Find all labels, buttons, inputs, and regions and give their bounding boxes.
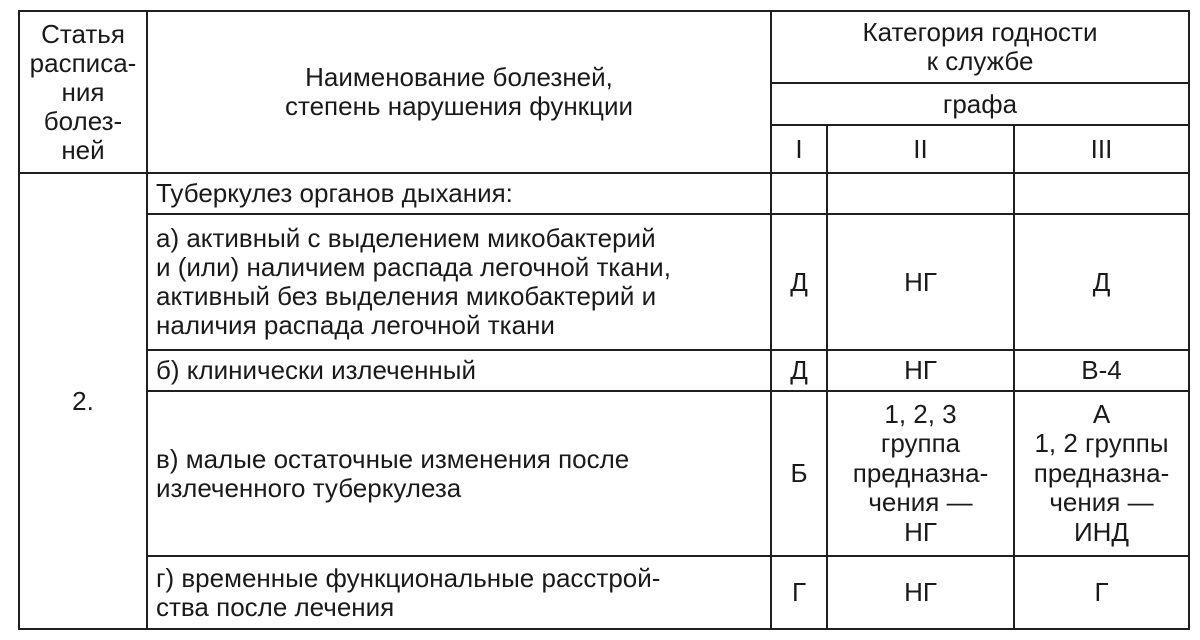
header-category-line: к службе	[926, 46, 1034, 76]
row-b-g2: НГ	[904, 355, 937, 385]
header-disease	[148, 12, 770, 172]
row-c-g3-line: предназна-	[1033, 457, 1170, 488]
header-col-2: II	[913, 133, 928, 164]
row-c-g2-line: предназна-	[852, 457, 989, 488]
article-number: 2.	[72, 385, 94, 416]
section-title: Туберкулез органов дыхания:	[156, 178, 513, 208]
row-a-g1: Д	[790, 266, 808, 297]
header-grafa: графа	[942, 88, 1018, 119]
row-c-g2	[828, 392, 1013, 555]
header-col-3: III	[1090, 133, 1113, 164]
row-c-g3	[1015, 392, 1188, 555]
row-a-line: и (или) наличием распада легочной ткани,	[156, 252, 671, 282]
row-a-line: а) активный с выделением микобактерий	[156, 223, 656, 253]
header-article-line: болез-	[43, 105, 123, 136]
row-a-g3: Д	[1092, 266, 1111, 297]
row-c-g2-line: 1, 2, 3	[884, 398, 957, 429]
row-c-line: в) малые остаточные изменения после	[156, 443, 630, 474]
header-article	[20, 12, 146, 172]
header-disease-line: степень нарушения функции	[284, 91, 633, 121]
row-d-g3: Г	[1094, 577, 1109, 607]
row-a-line: наличия распада легочной ткани	[156, 310, 555, 340]
row-c-g2-line: чения —	[868, 487, 973, 518]
header-article-line: ния	[61, 76, 105, 107]
row-a-line: активный без выделения микобактерий и	[156, 281, 657, 311]
row-d-line: г) временные функциональные расстрой-	[156, 562, 661, 593]
row-c-g3-line: ИНД	[1073, 516, 1130, 547]
header-article-line: расписа-	[29, 47, 137, 78]
row-c-g2-line: НГ	[904, 516, 937, 547]
border-right	[1188, 10, 1190, 630]
row-c-g1: Б	[790, 458, 808, 488]
row-c-name	[148, 392, 770, 555]
header-category	[772, 12, 1188, 82]
header-disease-line: Наименование болезней,	[305, 62, 613, 92]
row-b-name: б) клинически излеченный	[156, 355, 476, 385]
header-category-line: Категория годности	[862, 17, 1098, 47]
header-article-line: ней	[61, 134, 105, 165]
row-c-g2-line: группа	[880, 428, 961, 459]
header-article-line: Статья	[41, 18, 125, 49]
row-d-g2: НГ	[904, 577, 937, 607]
row-b-g3: В-4	[1081, 355, 1122, 385]
row-b-g1: Д	[790, 355, 808, 385]
row-c-line: излеченного туберкулеза	[156, 472, 462, 503]
header-col-1: I	[795, 133, 803, 164]
row-d-g1: Г	[791, 577, 807, 607]
row-a-g2: НГ	[904, 266, 937, 297]
row-d-line: ства после лечения	[156, 591, 395, 622]
row-c-g3-line: А	[1092, 398, 1111, 429]
row-a-name	[148, 215, 770, 349]
row-c-g3-line: чения —	[1049, 487, 1154, 518]
row-c-g3-line: 1, 2 группы	[1034, 428, 1169, 459]
row-d-name	[148, 557, 770, 628]
